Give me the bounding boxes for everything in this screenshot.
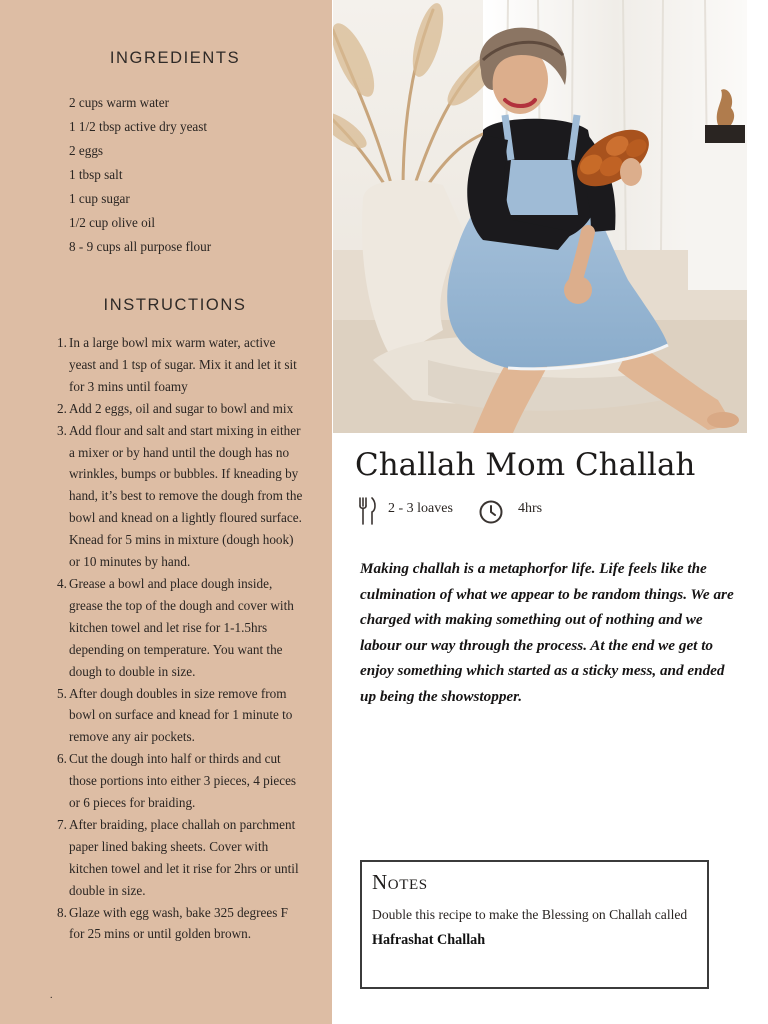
- hero-photo: [333, 0, 747, 433]
- notes-box: [360, 860, 709, 989]
- recipe-meta: [358, 496, 758, 528]
- step-number: 4.: [57, 575, 67, 591]
- notes-text-plain: Double this recipe to make the Blessing on Challah called: [372, 907, 688, 922]
- step-number: 8.: [57, 904, 67, 920]
- step-text: Grease a bowl and place dough inside, grease the top of the dough and cover with kitchen towel and let rise for 1-1.5hrs depending on temperature. You want the dough to double in size.: [69, 575, 294, 679]
- step-text: Add 2 eggs, oil and sugar to bowl and mix: [69, 400, 294, 416]
- step-text: After dough doubles in size remove from bowl on surface and knead for 1 minute to remove any air pockets.: [69, 685, 293, 745]
- step-number: 7.: [57, 816, 67, 832]
- notes-text: [372, 902, 717, 953]
- step-number: 2.: [57, 400, 67, 416]
- instruction-step: [57, 902, 305, 946]
- recipe-intro: Making challah is a metaphorfor life. Life feels like the culmination of what we appear to be random things. We are charged with making something out of nothing and we labour our way through the process. At the end we get to enjoy something which started as a sticky mess, and ended up being the showstopper.: [360, 560, 734, 705]
- instructions-list: [57, 332, 305, 945]
- ingredient-item: 1/2 cup olive oil: [69, 215, 156, 230]
- ingredient-item: 2 cups warm water: [69, 95, 169, 110]
- step-number: 1.: [57, 335, 67, 350]
- instructions-heading: INSTRUCTIONS: [103, 296, 247, 314]
- instruction-step: [57, 814, 305, 902]
- instruction-step: [57, 398, 305, 420]
- time-text: 4hrs: [518, 501, 543, 516]
- servings-text: 2 - 3 loaves: [388, 501, 453, 516]
- ingredient-item: 1 tbsp salt: [69, 167, 123, 182]
- ingredient-item: 1 1/2 tbsp active dry yeast: [69, 119, 208, 134]
- step-number: 3.: [57, 422, 67, 438]
- ingredient-item: 2 eggs: [69, 143, 104, 158]
- step-text: After braiding, place challah on parchment paper lined baking sheets. Cover with kitchen towel and let it rise for 2hrs or until double in size.: [69, 816, 299, 898]
- instruction-step: [57, 748, 305, 814]
- notes-text-bold: Hafrashat Challah: [372, 932, 486, 948]
- fork-knife-icon: [358, 496, 378, 526]
- trailing-mark: .: [50, 990, 53, 1001]
- recipe-title: Challah Mom Challah: [355, 447, 696, 483]
- clock-icon: [478, 499, 504, 525]
- left-panel: [0, 0, 332, 1024]
- step-text: Glaze with egg wash, bake 325 degrees F for 25 mins or until golden brown.: [69, 904, 288, 942]
- instruction-step: [57, 332, 305, 398]
- ingredients-heading: INGREDIENTS: [109, 49, 241, 67]
- instruction-step: [57, 683, 305, 749]
- step-text: In a large bowl mix warm water, active yeast and 1 tsp of sugar. Mix it and let it sit for 3 mins until foamy: [69, 335, 297, 394]
- step-text: Add flour and salt and start mixing in either a mixer or by hand until the dough has no wrinkles, bumps or bubbles. If kneading by hand, it’s best to remove the dough from the bowl and knead on a lightly floured surface. Knead for 5 mins in mixture (dough hook) or 10 minutes by hand.: [69, 422, 303, 570]
- step-number: 5.: [57, 685, 67, 701]
- step-text: Cut the dough into half or thirds and cut those portions into either 3 pieces, 4 pieces or 6 pieces for braiding.: [69, 751, 297, 811]
- ingredients-list: [69, 93, 319, 261]
- instruction-step: [57, 573, 305, 683]
- ingredient-item: 8 - 9 cups all purpose flour: [69, 239, 212, 254]
- step-number: 6.: [57, 751, 67, 767]
- instruction-step: [57, 420, 305, 573]
- notes-heading: Notes: [372, 870, 428, 894]
- ingredient-item: 1 cup sugar: [69, 191, 130, 206]
